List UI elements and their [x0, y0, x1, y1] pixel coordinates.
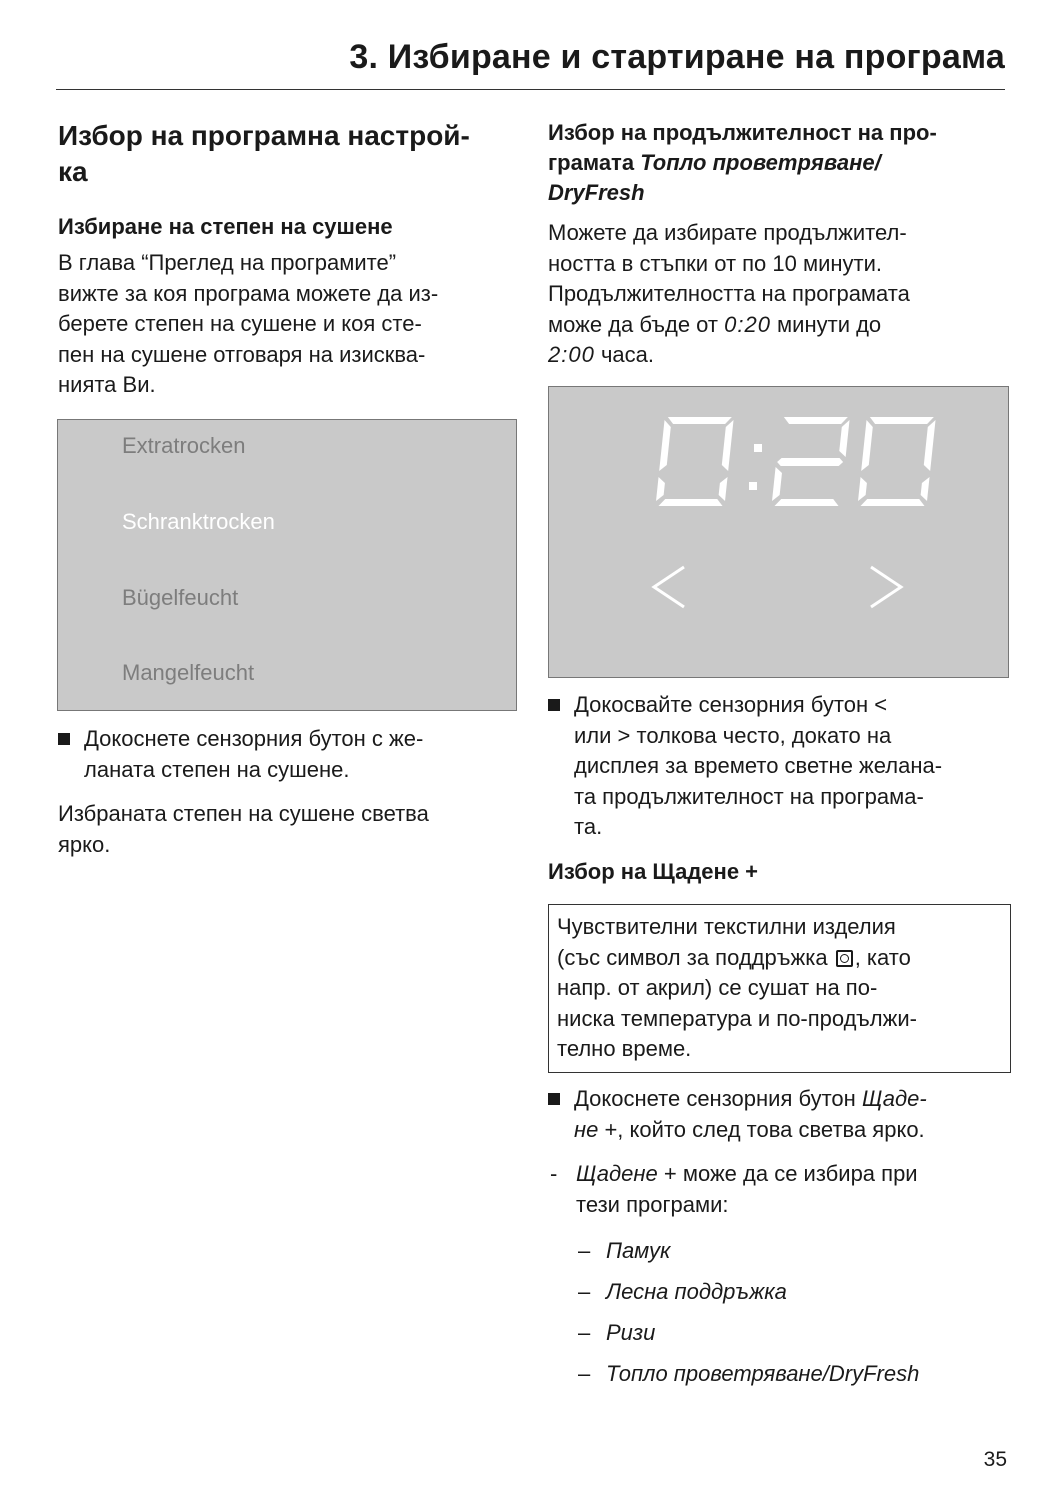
section-heading-cont: ка — [58, 156, 88, 187]
result-line: ярко. — [58, 831, 111, 857]
bullet-line — [574, 1115, 1010, 1146]
bullet-line: та. — [574, 814, 603, 839]
gentle-button-name: Щаде- — [861, 1086, 927, 1111]
notice-text: , като — [854, 944, 911, 970]
duration-paragraph — [548, 218, 1010, 371]
list-item: – Топло проветряване/DryFresh — [578, 1361, 920, 1386]
para-line: Продължителността на програмата — [548, 281, 910, 306]
intro-line: вижте за коя програма можете да из- — [58, 280, 439, 306]
gentle-option-name: Щадене — [576, 1161, 658, 1186]
bullet-line: Докоснете сензорния бутон с же- — [84, 726, 424, 751]
program-list — [578, 1236, 919, 1389]
para-text: минути до — [770, 311, 882, 337]
gentle-instructions — [548, 1084, 1010, 1220]
left-bullet — [58, 724, 518, 860]
bullet-line — [574, 1084, 1010, 1115]
result-paragraph — [58, 799, 518, 860]
duration-heading-line2 — [548, 148, 1010, 178]
notice-line: Чувствителни текстилни изделия — [557, 914, 896, 939]
para-line: Можете да избирате продължител- — [548, 220, 907, 245]
intro-line: В глава “Преглед на програмите” — [58, 250, 397, 275]
bullet-line: та продължителност на програма- — [574, 783, 924, 809]
intro-line: берете степен на сушене и коя сте- — [58, 311, 422, 336]
list-item: – Памук — [578, 1238, 671, 1263]
intro-line: пен на сушене отговаря на изисква- — [58, 341, 426, 367]
program-name-dryfresh: DryFresh — [548, 180, 645, 205]
time-digits — [655, 417, 935, 506]
para-text: часа. — [594, 342, 654, 367]
section-heading: Избор на програмна настрой- — [58, 120, 470, 151]
option-bugelfeucht[interactable]: Bügelfeucht — [122, 585, 239, 610]
bullet-item — [58, 724, 518, 785]
subheading-dry-level: Избиране на степен на сушене — [58, 214, 393, 239]
para-line — [548, 310, 1010, 341]
program-shirts: Ризи — [606, 1320, 656, 1345]
option-schranktrocken[interactable]: Schranktrocken — [122, 509, 275, 534]
bullet-square-icon — [548, 699, 560, 711]
seven-segment-display — [549, 387, 1008, 677]
dash-marker: - — [550, 1161, 558, 1186]
bullet-line: Докосвайте сензорния бутон < — [574, 692, 888, 717]
gentle-subheading: Избор на Щадене + — [548, 858, 759, 884]
bullet-line: или > толкова често, докато на — [574, 722, 892, 748]
program-cotton: Памук — [606, 1238, 671, 1263]
care-symbol-icon — [836, 950, 853, 967]
notice-line: напр. от акрил) се сушат на по- — [557, 975, 878, 1000]
notice-line — [557, 943, 1002, 974]
bullet-text: +, който след това светва ярко. — [598, 1116, 925, 1142]
result-line: Избраната степен на сушене светва — [58, 801, 429, 826]
list-item: – Ризи — [578, 1320, 656, 1345]
care-notice-box — [548, 904, 1011, 1073]
bullet-item — [548, 690, 1010, 843]
right-bullet — [548, 690, 1010, 887]
dry-level-panel — [57, 419, 517, 711]
colon — [749, 444, 762, 490]
heading-text: грамата — [548, 150, 641, 175]
bullet-text: Докоснете сензорния бутон — [574, 1086, 862, 1111]
gentle-button-name: не — [574, 1116, 599, 1142]
page-header-title: 3. Избиране и стартиране на програма — [349, 38, 1005, 76]
header-divider — [56, 89, 1005, 90]
dash-line: тези програми: — [576, 1191, 729, 1217]
notice-line: ниска температура и по-продължи- — [557, 1005, 917, 1031]
intro-line: нията Ви. — [58, 372, 156, 397]
intro-paragraph — [58, 248, 518, 401]
option-extratrocken[interactable]: Extratrocken — [122, 433, 246, 458]
para-text: може да бъде от — [548, 311, 725, 337]
program-name: Топло проветряване/ — [640, 150, 881, 175]
list-item: – Лесна поддръжка — [578, 1279, 787, 1304]
digit-0-second — [857, 417, 935, 506]
dash-text: + може да се избира при — [657, 1161, 918, 1186]
notice-text: (със символ за поддръжка — [557, 944, 834, 970]
notice-line: телно време. — [557, 1036, 692, 1061]
para-line — [548, 340, 1010, 371]
chevron-right-icon[interactable] — [871, 567, 901, 607]
max-duration-value: 2:00 — [548, 342, 595, 367]
min-duration-value: 0:20 — [724, 311, 771, 337]
time-display-panel — [548, 386, 1009, 678]
bullet-line: дисплея за времето светне желана- — [574, 753, 943, 778]
bullet-item — [548, 1084, 1010, 1145]
program-easy-care: Лесна поддръжка — [606, 1279, 787, 1304]
digit-2 — [771, 417, 849, 506]
bullet-square-icon — [548, 1093, 560, 1105]
left-column — [58, 118, 518, 401]
right-column — [548, 118, 1010, 371]
bullet-square-icon — [58, 733, 70, 745]
digit-0 — [655, 417, 733, 506]
dash-line — [576, 1159, 1010, 1190]
bullet-line: ланата степен на сушене. — [84, 756, 350, 782]
page-number: 35 — [983, 1448, 1007, 1471]
option-mangelfeucht[interactable]: Mangelfeucht — [122, 660, 255, 685]
chevron-left-icon[interactable] — [654, 567, 684, 607]
dash-item — [548, 1159, 1010, 1220]
para-line: ността в стъпки от по 10 минути. — [548, 250, 883, 276]
program-warm-air-dryfresh: Топло проветряване/DryFresh — [606, 1361, 920, 1386]
duration-heading: Избор на продължителност на про- — [548, 120, 937, 145]
